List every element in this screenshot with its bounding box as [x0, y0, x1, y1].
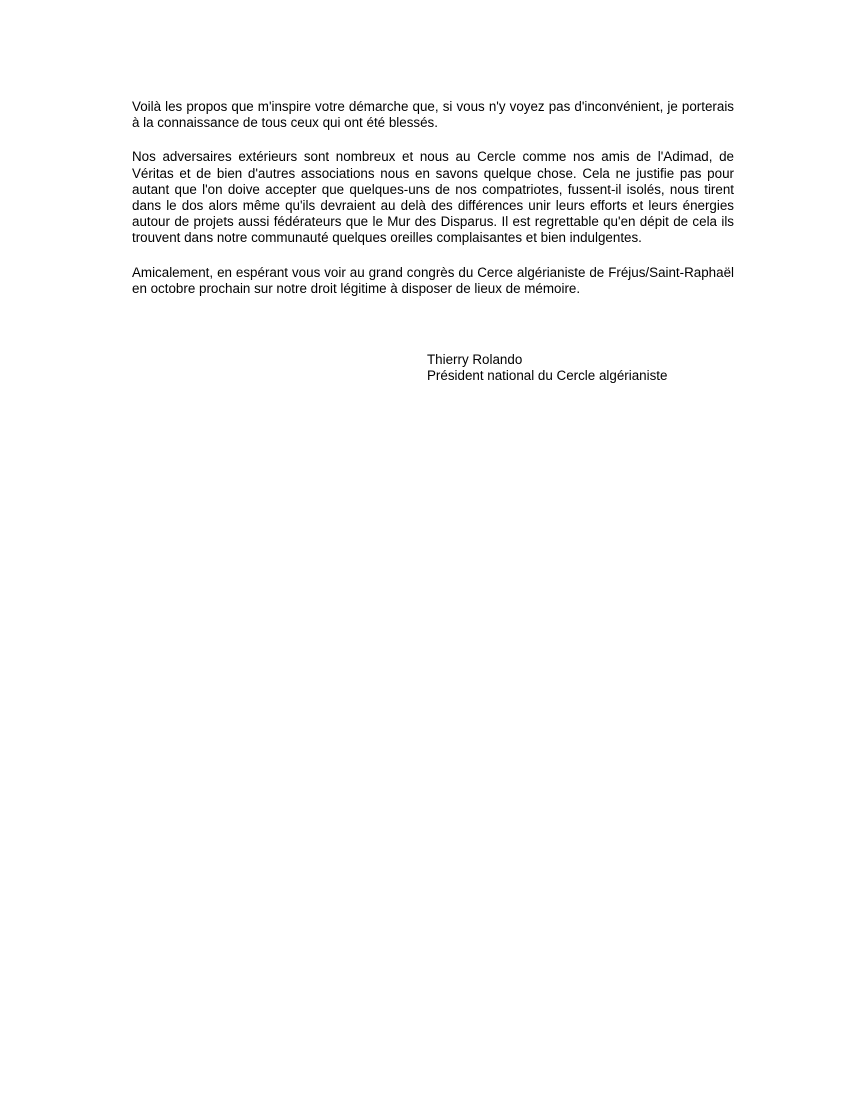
signatory-name: Thierry Rolando	[427, 352, 523, 367]
letter-paragraph-1: Voilà les propos que m'inspire votre démarche que, si vous n'y voyez pas d'inconvénient, je porterais à la connaissance de tous ceux qui ont été blessés.	[132, 99, 734, 131]
signatory-title: Président national du Cercle algérianiste	[427, 368, 668, 384]
letter-body	[132, 99, 734, 315]
letter-paragraph-2: Nos adversaires extérieurs sont nombreux et nous au Cercle comme nos amis de l'Adimad, de Véritas et de bien d'autres associations nous en savons quelque chose. Cela ne justifie pas pour autant que l'on doive accepter que quelques-uns de nos compatriotes, fussent-il isolés, nous tirent dans le dos alors même qu'ils devraient au delà des différences unir leurs efforts et leurs énergies autour de projets aussi fédérateurs que le Mur des Disparus. Il est regrettable qu'en dépit de cela ils trouvent dans notre communauté quelques oreilles complaisantes et bien indulgentes.	[132, 149, 734, 246]
signature-block	[427, 352, 667, 384]
letter-paragraph-3: Amicalement, en espérant vous voir au grand congrès du Cerce algérianiste de Fréjus/Saint-Raphaël en octobre prochain sur notre droit légitime à disposer de lieux de mémoire.	[132, 264, 734, 296]
